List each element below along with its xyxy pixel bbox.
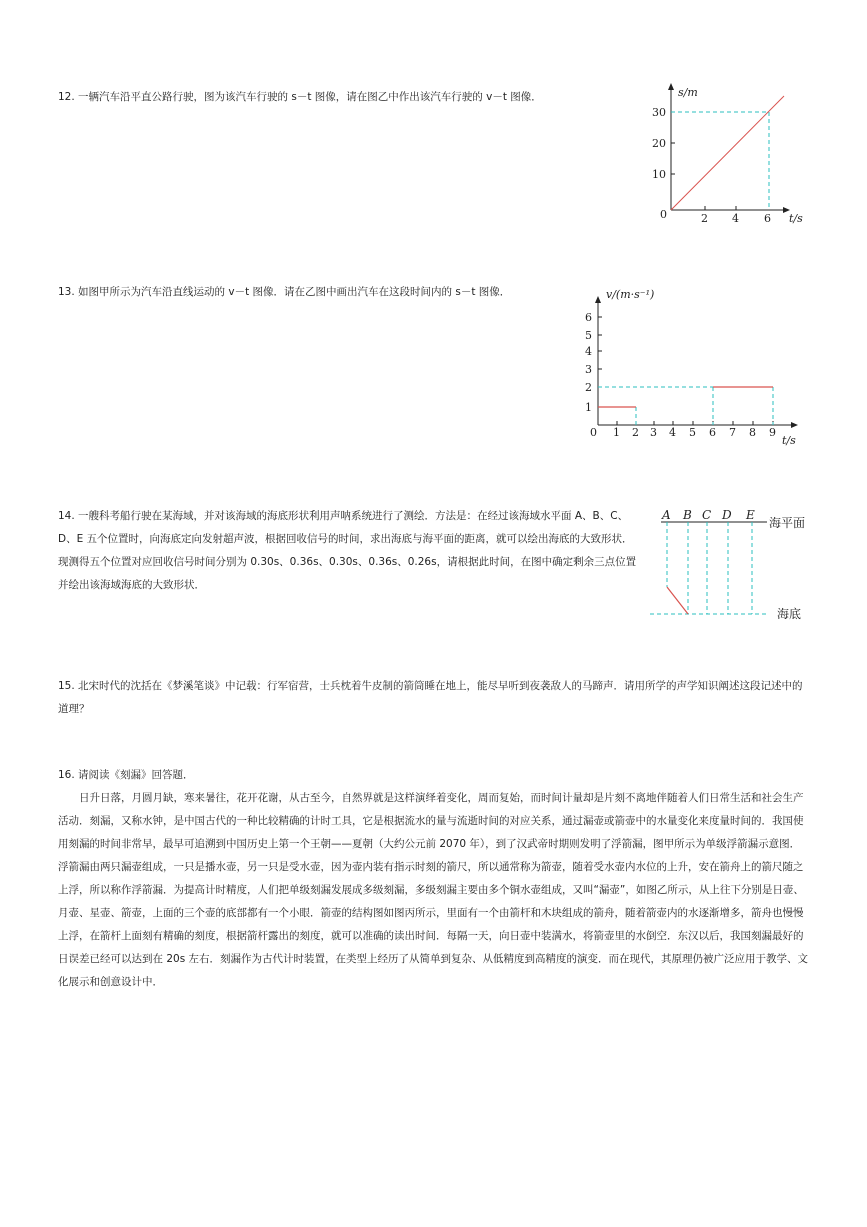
s-t-y-label: s/m <box>678 86 698 99</box>
v-t-x-arrow <box>791 422 798 428</box>
v-t-xtick-1: 1 <box>613 426 620 439</box>
s-t-origin: 0 <box>660 208 667 221</box>
s-t-ytick-10: 10 <box>652 168 666 181</box>
v-t-ytick-2: 2 <box>585 381 592 394</box>
v-t-ytick-4: 4 <box>585 345 592 358</box>
s-t-y-arrow <box>668 83 674 90</box>
question-13 <box>58 281 578 304</box>
s-t-ytick-30: 30 <box>652 106 666 119</box>
v-t-xtick-9: 9 <box>769 426 776 439</box>
question-16 <box>58 764 808 994</box>
question-15-text: 15. 北宋时代的沈括在《梦溪笔谈》中记载：行军宿营，士兵枕着牛皮制的箭筒睡在地上，能尽早听到夜袭敌人的马蹄声．请用所学的声学知识阐述这段记述中的道理？ <box>58 680 803 715</box>
point-e-label: E <box>746 508 755 522</box>
v-t-ytick-5: 5 <box>585 329 592 342</box>
sea-level-label: 海平面 <box>769 516 806 530</box>
v-t-origin: 0 <box>590 426 597 439</box>
v-t-xtick-7: 7 <box>729 426 736 439</box>
question-16-body: 日升日落，月圆月缺，寒来暑往，花开花谢，从古至今，自然界就是这样演绎着变化，周而复始，而时间计量却是片刻不离地伴随着人们日常生活和社会生产活动．刻漏，又称水钟，是中国古代的一种比较精确的计时工具，它是根据流水的量与流逝时间的对应关系，通过漏壶或箭壶中的水量变化来度量时间的．我国使用刻漏的时间非常早，最早可追溯到中国历史上第一个王朝——夏朝（大约公元前 2070 年），到了汉武帝时期则发明了浮箭漏，图甲所示为单级浮箭漏示意图．浮箭漏由两只漏壶组成，一只是播水壶，另一只是受水壶，因为壶内装有指示时刻的箭尺，所以通常称为箭壶，随着受水壶内水位的上升，安在箭舟上的箭尺随之上浮，所以称作浮箭漏．为提高计时精度，人们把单级刻漏发展成多级刻漏，多级刻漏主要由多个铜水壶组成，又叫“漏壶”，如图乙所示，从上往下分别是日壶、月壶、星壶、箭壶，上面的三个壶的底部都有一个小眼．箭壶的结构图如图丙所示，里面有一个由箭杆和木块组成的箭舟，随着箭壶内的水逐渐增多，箭舟也慢慢上浮，在箭杆上面刻有精确的刻度，根据箭杆露出的刻度，就可以准确的读出时间．每隔一天，向日壶中装满水，将箭壶里的水倒空．东汉以后，我国刻漏最好的日误差已经可以达到在 20s 左右．刻漏作为古代计时装置，在类型上经历了从简单到复杂、从低精度到高精度的演变．而在现代，其原理仍被广泛应用于教学、文化展示和创意设计中． <box>58 792 809 988</box>
v-t-xtick-6: 6 <box>709 426 716 439</box>
question-12-text: 12. 一辆汽车沿平直公路行驶，图为该汽车行驶的 s－t 图像，请在图乙中作出该汽车行驶的 v－t 图像． <box>58 91 542 103</box>
s-t-line <box>671 96 784 210</box>
point-c-label: C <box>702 508 712 522</box>
point-b-label: B <box>683 508 692 522</box>
sea-floor-label: 海底 <box>777 607 802 621</box>
v-t-y-label: v/(m·s⁻¹) <box>606 288 655 301</box>
s-t-xtick-4: 4 <box>732 212 739 225</box>
s-t-xtick-6: 6 <box>764 212 771 225</box>
v-t-x-label: t/s <box>782 434 796 447</box>
question-14-text: 14. 一艘科考船行驶在某海域，并对该海域的海底形状利用声呐系统进行了测绘．方法是：在经过该海域水平面 A、B、C、D、E 五个位置时，向海底定向发射超声波，根据回收信号的时间，求出海底与海平面的距离，就可以绘出海底的大致形状．现测得五个位置对应回收信号时间分别为 0.30s、0.36s、0.30s、0.36s、0.26s，请根据此时间，在图中确定剩余三点位置并绘出该海域海底的大致形状． <box>58 510 637 591</box>
question-13-text: 13. 如图甲所示为汽车沿直线运动的 v－t 图像．请在乙图中画出汽车在这段时间内的 s－t 图像． <box>58 286 511 298</box>
v-t-ytick-3: 3 <box>585 363 592 376</box>
v-t-ytick-1: 1 <box>585 401 592 414</box>
s-t-ytick-20: 20 <box>652 137 666 150</box>
v-t-y-arrow <box>595 296 601 303</box>
sea-floor-segment <box>667 587 688 614</box>
sea-floor-diagram <box>645 505 825 625</box>
point-d-label: D <box>722 508 732 522</box>
point-a-label: A <box>662 508 671 522</box>
v-t-graph <box>580 282 810 452</box>
s-t-graph <box>645 80 805 230</box>
v-t-xtick-4: 4 <box>669 426 676 439</box>
question-16-title: 16. 请阅读《刻漏》回答题． <box>58 769 194 781</box>
s-t-x-label: t/s <box>789 212 803 225</box>
v-t-xtick-8: 8 <box>749 426 756 439</box>
v-t-xtick-3: 3 <box>650 426 657 439</box>
question-15 <box>58 675 808 721</box>
s-t-xtick-2: 2 <box>701 212 708 225</box>
v-t-ytick-6: 6 <box>585 311 592 324</box>
question-14 <box>58 505 638 597</box>
question-12 <box>58 86 618 109</box>
v-t-xtick-5: 5 <box>689 426 696 439</box>
v-t-xtick-2: 2 <box>632 426 639 439</box>
